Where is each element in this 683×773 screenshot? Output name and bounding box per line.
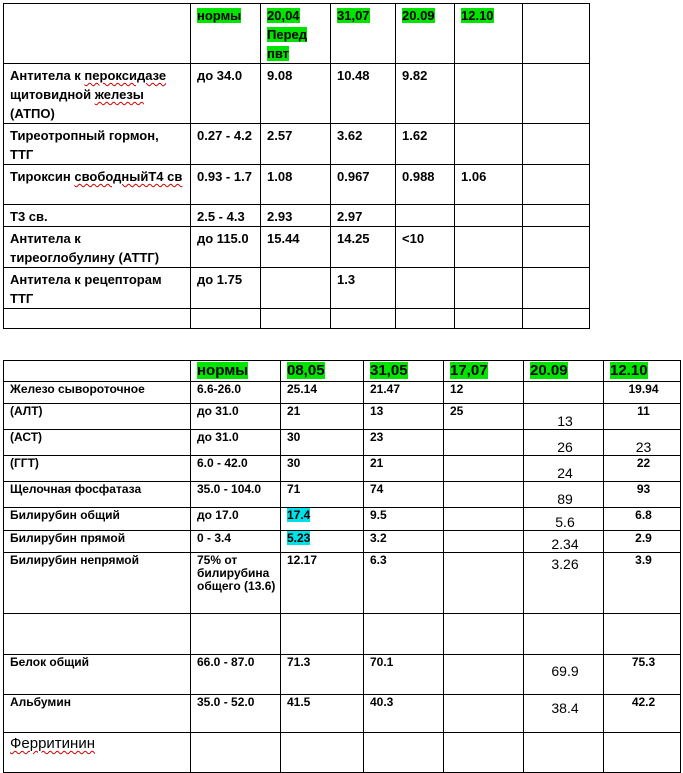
value-cell — [396, 268, 455, 309]
header-cell — [523, 4, 590, 64]
value-cell: 6.3 — [364, 553, 444, 614]
value-cell — [524, 382, 604, 404]
value-cell: 2.57 — [261, 124, 331, 165]
value-cell — [523, 165, 590, 205]
value-cell: 13 — [364, 404, 444, 430]
header-cell: 17,07 — [444, 361, 524, 382]
norm-cell: до 115.0 — [191, 227, 261, 268]
value-cell: 1.06 — [455, 165, 523, 205]
value-cell: 12 — [444, 382, 524, 404]
value-cell: 2.97 — [331, 205, 396, 227]
value-cell: 25.14 — [281, 382, 364, 404]
value-cell: 5.23 — [281, 531, 364, 553]
value-cell: 0.967 — [331, 165, 396, 205]
table-row — [4, 124, 590, 165]
value-cell: 15.44 — [261, 227, 331, 268]
table-row — [4, 205, 590, 227]
value-cell — [444, 695, 524, 733]
test-name: Антитела к тиреоглобулину (АТТГ) — [4, 227, 191, 268]
value-cell: 2.9 — [604, 531, 681, 553]
value-cell — [455, 124, 523, 165]
value-cell — [281, 733, 364, 773]
norm-cell: 6.0 - 42.0 — [191, 456, 281, 482]
table-row — [4, 695, 681, 733]
header-cell: 12.10 — [455, 4, 523, 64]
value-cell: 19.94 — [604, 382, 681, 404]
value-cell: 25 — [444, 404, 524, 430]
value-cell: 9.5 — [364, 508, 444, 531]
value-cell: 74 — [364, 482, 444, 508]
norm-cell: 2.5 - 4.3 — [191, 205, 261, 227]
value-cell: 70.1 — [364, 655, 444, 695]
value-cell: 23 — [364, 430, 444, 456]
table-row — [4, 227, 590, 268]
value-cell: 40.3 — [364, 695, 444, 733]
value-cell: 3.9 — [604, 553, 681, 614]
norm-cell: до 34.0 — [191, 64, 261, 124]
value-cell: 30 — [281, 456, 364, 482]
value-cell: 1.08 — [261, 165, 331, 205]
value-cell: 93 — [604, 482, 681, 508]
value-cell: 21.47 — [364, 382, 444, 404]
value-cell — [396, 205, 455, 227]
value-cell: 0.988 — [396, 165, 455, 205]
value-cell — [444, 508, 524, 531]
header-cell: 20.09 — [396, 4, 455, 64]
test-name: Билирубин непрямой — [4, 553, 191, 614]
norm-cell — [191, 733, 281, 773]
value-cell — [444, 482, 524, 508]
norm-cell: 66.0 - 87.0 — [191, 655, 281, 695]
value-cell — [444, 430, 524, 456]
value-cell — [455, 205, 523, 227]
norm-cell: 35.0 - 52.0 — [191, 695, 281, 733]
table-row — [4, 482, 681, 508]
value-cell: 21 — [364, 456, 444, 482]
norm-cell: до 17.0 — [191, 508, 281, 531]
test-name: Альбумин — [4, 695, 191, 733]
value-cell: 30 — [281, 430, 364, 456]
table-header-row — [4, 361, 681, 382]
test-name: Щелочная фосфатаза — [4, 482, 191, 508]
table-row — [4, 655, 681, 695]
value-cell: 1.3 — [331, 268, 396, 309]
value-cell: 3.62 — [331, 124, 396, 165]
value-cell — [604, 733, 681, 773]
table-row-empty — [4, 614, 681, 655]
test-name: Железо сывороточное — [4, 382, 191, 404]
value-cell — [455, 64, 523, 124]
table-row-empty — [4, 309, 590, 329]
value-cell: 3.2 — [364, 531, 444, 553]
norm-cell: до 1.75 — [191, 268, 261, 309]
value-cell — [455, 268, 523, 309]
value-cell — [523, 124, 590, 165]
value-cell — [364, 733, 444, 773]
value-cell: 14.25 — [331, 227, 396, 268]
value-cell: 6.8 — [604, 508, 681, 531]
table-row — [4, 531, 681, 553]
value-cell — [523, 227, 590, 268]
value-cell: 17.4 — [281, 508, 364, 531]
header-cell: 31,07 — [331, 4, 396, 64]
value-cell — [261, 268, 331, 309]
test-name: Ферритинин — [4, 733, 191, 773]
value-cell: 2.34 — [524, 531, 604, 553]
table-row — [4, 430, 681, 456]
value-cell: 2.93 — [261, 205, 331, 227]
test-name: Билирубин прямой — [4, 531, 191, 553]
header-cell: 31,05 — [364, 361, 444, 382]
header-cell: нормы — [191, 361, 281, 382]
header-cell-empty — [4, 4, 191, 64]
test-name: (ГГТ) — [4, 456, 191, 482]
value-cell — [444, 456, 524, 482]
test-name: (АСТ) — [4, 430, 191, 456]
norm-cell: 0.93 - 1.7 — [191, 165, 261, 205]
header-cell: нормы — [191, 4, 261, 64]
test-name: Билирубин общий — [4, 508, 191, 531]
value-cell: 3.26 — [524, 553, 604, 614]
value-cell: 24 — [524, 456, 604, 482]
value-cell: 13 — [524, 404, 604, 430]
norm-cell: 75% от билирубина общего (13.6) — [191, 553, 281, 614]
value-cell: 71.3 — [281, 655, 364, 695]
table-row — [4, 508, 681, 531]
table-row — [4, 165, 590, 205]
value-cell: 5.6 — [524, 508, 604, 531]
table-row — [4, 382, 681, 404]
header-cell: 20.09 — [524, 361, 604, 382]
norm-cell: 0.27 - 4.2 — [191, 124, 261, 165]
value-cell: 26 — [524, 430, 604, 456]
norm-cell: 0 - 3.4 — [191, 531, 281, 553]
value-cell: 10.48 — [331, 64, 396, 124]
test-name: (АЛТ) — [4, 404, 191, 430]
value-cell: 12.17 — [281, 553, 364, 614]
biochemistry-table — [3, 360, 681, 773]
value-cell — [444, 655, 524, 695]
header-cell-empty — [4, 361, 191, 382]
test-name: Тироксин свободныйТ4 св — [4, 165, 191, 205]
table-header-row — [4, 4, 590, 64]
norm-cell: до 31.0 — [191, 430, 281, 456]
header-cell: 08,05 — [281, 361, 364, 382]
table-row — [4, 733, 681, 773]
test-name: Белок общий — [4, 655, 191, 695]
norm-cell: до 31.0 — [191, 404, 281, 430]
value-cell — [444, 531, 524, 553]
value-cell: 1.62 — [396, 124, 455, 165]
value-cell: 69.9 — [524, 655, 604, 695]
value-cell: 42.2 — [604, 695, 681, 733]
value-cell — [444, 733, 524, 773]
table-row — [4, 553, 681, 614]
table-row — [4, 64, 590, 124]
table-row — [4, 456, 681, 482]
test-name: Тиреотропный гормон, ТТГ — [4, 124, 191, 165]
table-row — [4, 404, 681, 430]
norm-cell: 35.0 - 104.0 — [191, 482, 281, 508]
table-row — [4, 268, 590, 309]
test-name: Антитела к пероксидазе щитовидной железы (АТПО) — [4, 64, 191, 124]
thyroid-table — [3, 3, 590, 329]
value-cell — [523, 64, 590, 124]
value-cell: 38.4 — [524, 695, 604, 733]
header-cell: 12.10 — [604, 361, 681, 382]
value-cell: 11 — [604, 404, 681, 430]
value-cell: 71 — [281, 482, 364, 508]
value-cell: 22 — [604, 456, 681, 482]
value-cell: 89 — [524, 482, 604, 508]
value-cell: 9.08 — [261, 64, 331, 124]
value-cell — [455, 227, 523, 268]
value-cell: 9.82 — [396, 64, 455, 124]
value-cell: 75.3 — [604, 655, 681, 695]
test-name: Антитела к рецепторам ТТГ — [4, 268, 191, 309]
header-cell: 20,04 Перед пвт — [261, 4, 331, 64]
value-cell: <10 — [396, 227, 455, 268]
value-cell: 23 — [604, 430, 681, 456]
value-cell: 21 — [281, 404, 364, 430]
value-cell — [444, 553, 524, 614]
value-cell — [523, 268, 590, 309]
value-cell — [523, 205, 590, 227]
test-name: Т3 св. — [4, 205, 191, 227]
norm-cell: 6.6-26.0 — [191, 382, 281, 404]
value-cell — [524, 733, 604, 773]
value-cell: 41.5 — [281, 695, 364, 733]
